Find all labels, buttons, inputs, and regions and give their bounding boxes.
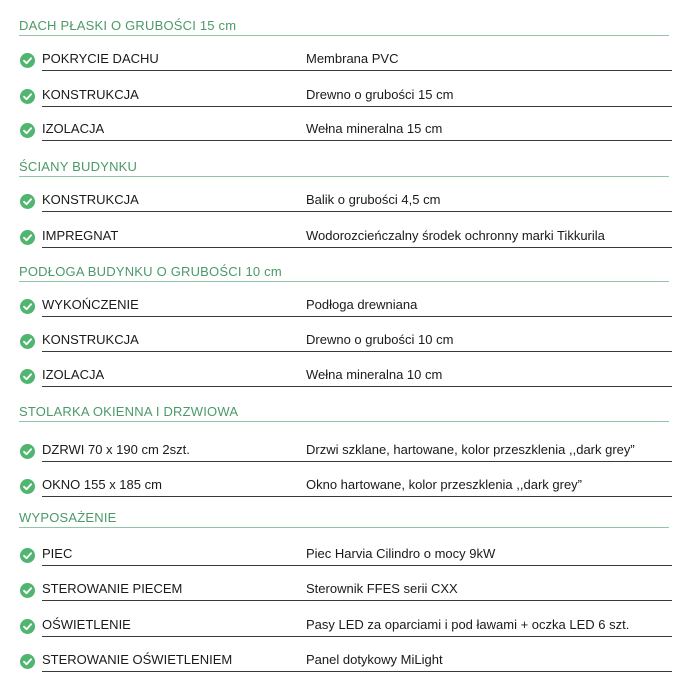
row-divider [42, 211, 672, 212]
check-circle-icon [20, 369, 35, 384]
spec-row [0, 615, 696, 639]
spec-label: IZOLACJA [42, 367, 105, 382]
spec-value: Piec Harvia Cilindro o mocy 9kW [306, 546, 496, 561]
row-divider [42, 496, 672, 497]
spec-row [0, 49, 696, 73]
spec-label: WYKOŃCZENIE [42, 297, 139, 312]
row-divider [42, 636, 672, 637]
spec-value: Membrana PVC [306, 51, 399, 66]
row-divider [42, 351, 672, 352]
spec-row [0, 190, 696, 214]
row-divider [42, 565, 672, 566]
spec-label: KONSTRUKCJA [42, 87, 139, 102]
spec-label: OŚWIETLENIE [42, 617, 131, 632]
spec-value: Balik o grubości 4,5 cm [306, 192, 441, 207]
spec-row [0, 365, 696, 389]
spec-row [0, 579, 696, 603]
section-divider [19, 527, 669, 528]
row-divider [42, 316, 672, 317]
spec-label: KONSTRUKCJA [42, 192, 139, 207]
spec-row [0, 85, 696, 109]
spec-row [0, 295, 696, 319]
check-circle-icon [20, 619, 35, 634]
row-divider [42, 247, 672, 248]
spec-label: PIEC [42, 546, 73, 561]
row-divider [42, 600, 672, 601]
section-divider [19, 176, 669, 177]
spec-value: Drzwi szklane, hartowane, kolor przeszklenia ,,dark grey” [306, 442, 635, 457]
spec-row [0, 440, 696, 464]
spec-value: Sterownik FFES serii CXX [306, 581, 458, 596]
check-circle-icon [20, 123, 35, 138]
spec-row [0, 650, 696, 674]
check-circle-icon [20, 583, 35, 598]
spec-value: Podłoga drewniana [306, 297, 418, 312]
spec-label: IZOLACJA [42, 121, 105, 136]
spec-row [0, 475, 696, 499]
section-divider [19, 35, 669, 36]
row-divider [42, 140, 672, 141]
spec-label: STEROWANIE PIECEM [42, 581, 183, 596]
section-title: STOLARKA OKIENNA I DRZWIOWA [19, 404, 239, 419]
spec-value: Wełna mineralna 15 cm [306, 121, 443, 136]
section-title: ŚCIANY BUDYNKU [19, 159, 138, 174]
spec-row [0, 330, 696, 354]
check-circle-icon [20, 89, 35, 104]
spec-label: STEROWANIE OŚWIETLENIEM [42, 652, 233, 667]
spec-value: Panel dotykowy MiLight [306, 652, 443, 667]
section-divider [19, 281, 669, 282]
check-circle-icon [20, 548, 35, 563]
spec-label: DZRWI 70 x 190 cm 2szt. [42, 442, 190, 457]
spec-value: Wełna mineralna 10 cm [306, 367, 443, 382]
spec-row [0, 544, 696, 568]
check-circle-icon [20, 299, 35, 314]
section-title: WYPOSAŻENIE [19, 510, 117, 525]
section-divider [19, 421, 669, 422]
check-circle-icon [20, 194, 35, 209]
check-circle-icon [20, 479, 35, 494]
check-circle-icon [20, 444, 35, 459]
row-divider [42, 106, 672, 107]
spec-label: KONSTRUKCJA [42, 332, 139, 347]
spec-value: Pasy LED za oparciami i pod ławami + oczka LED 6 szt. [306, 617, 630, 632]
section-title: PODŁOGA BUDYNKU O GRUBOŚCI 10 cm [19, 264, 282, 279]
section-title: DACH PŁASKI O GRUBOŚCI 15 cm [19, 18, 237, 33]
row-divider [42, 461, 672, 462]
row-divider [42, 386, 672, 387]
spec-value: Drewno o grubości 10 cm [306, 332, 454, 347]
row-divider [42, 70, 672, 71]
spec-label: IMPREGNAT [42, 228, 119, 243]
check-circle-icon [20, 53, 35, 68]
spec-row [0, 226, 696, 250]
spec-value: Wodorozcieńczalny środek ochronny marki Tikkurila [306, 228, 605, 243]
spec-label: OKNO 155 x 185 cm [42, 477, 162, 492]
spec-row [0, 119, 696, 143]
spec-label: POKRYCIE DACHU [42, 51, 159, 66]
spec-value: Drewno o grubości 15 cm [306, 87, 454, 102]
spec-value: Okno hartowane, kolor przeszklenia ,,dark grey” [306, 477, 583, 492]
row-divider [42, 671, 672, 672]
check-circle-icon [20, 654, 35, 669]
check-circle-icon [20, 334, 35, 349]
check-circle-icon [20, 230, 35, 245]
